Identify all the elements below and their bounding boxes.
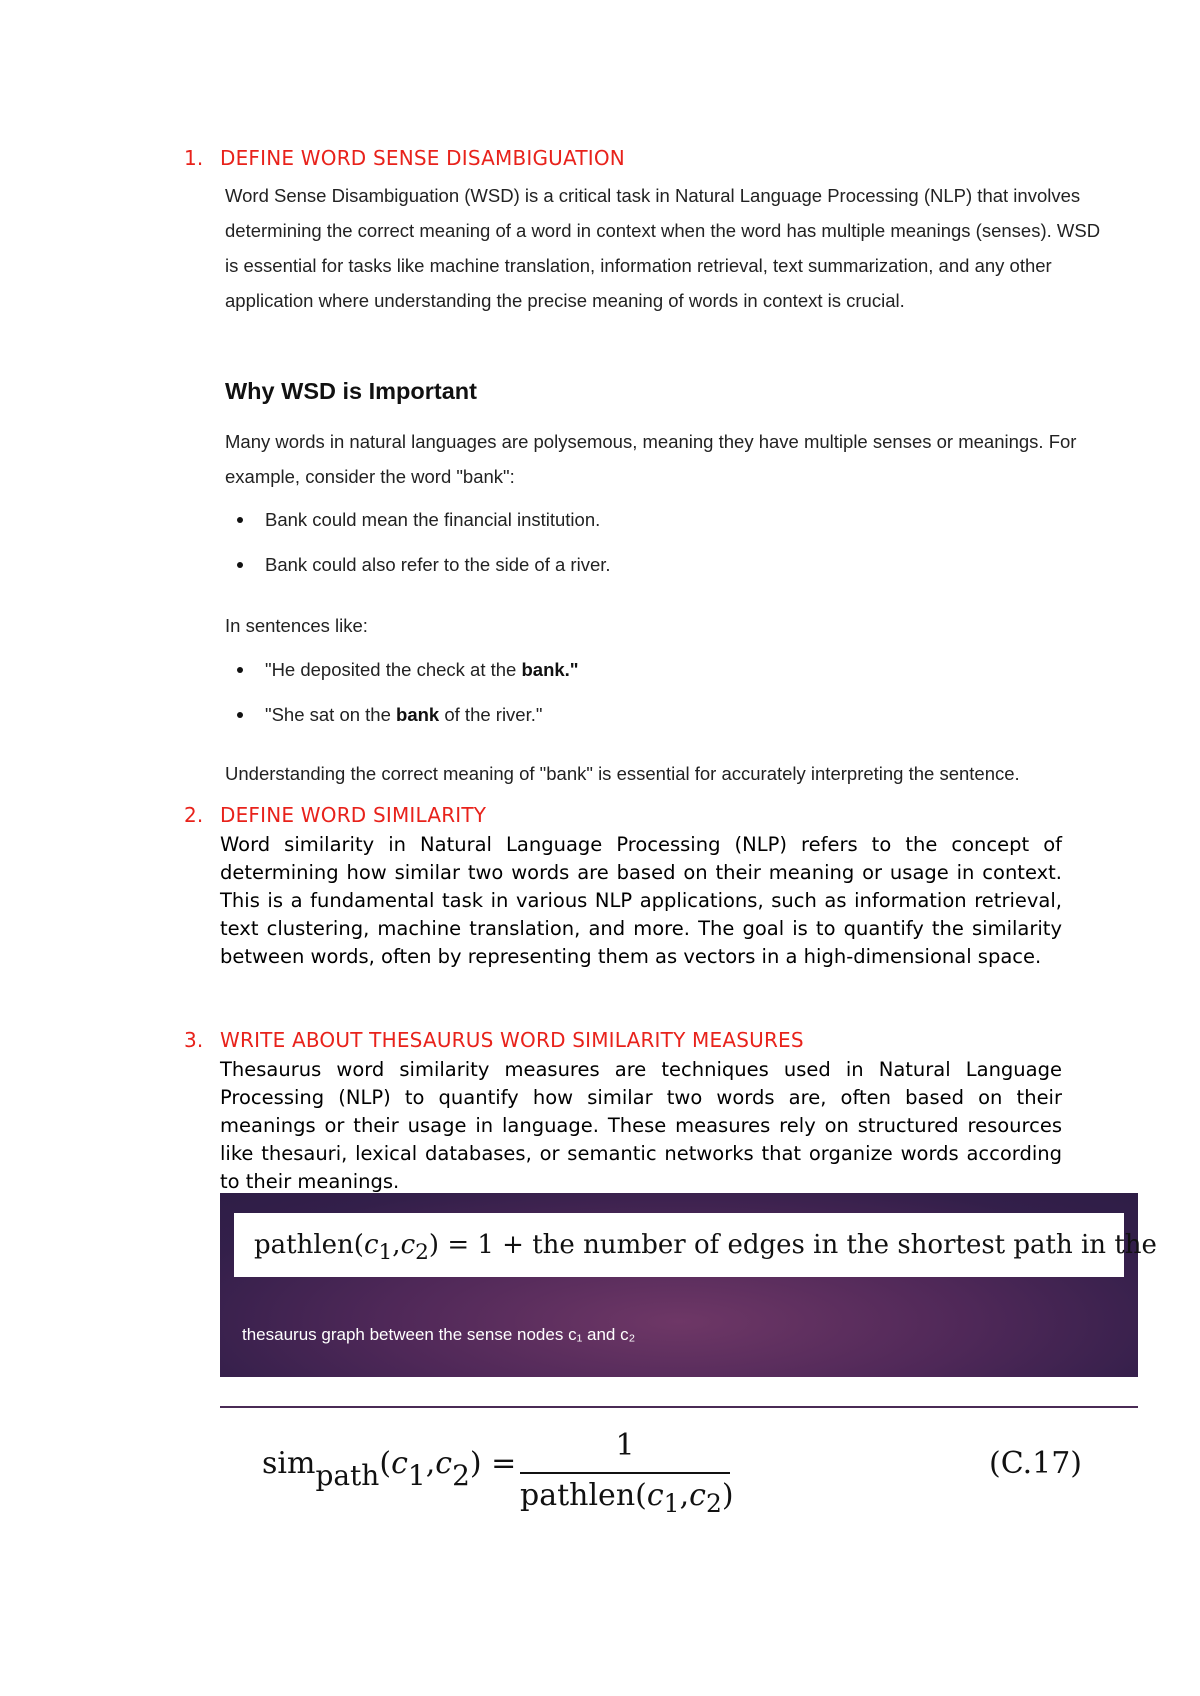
polysemy-paragraph: Many words in natural languages are polysemous, meaning they have multiple senses or meanings. For example, consider the word "bank": — [225, 431, 1077, 487]
sim-subscript: path — [315, 1459, 380, 1492]
sentence-1-text: "He deposited the check at the — [265, 659, 522, 680]
fraction-denominator: $pathlen(c_1,c_2)$ — [520, 1478, 734, 1518]
equation-lhs: $sim_{path}(c_1,c_2)$ = — [262, 1446, 517, 1492]
thesaurus-paragraph: Thesaurus word similarity measures are techniques used in Natural Language Processing (NLP) to quantify how similar two words are, often based on their meanings or their usage in language. These measures rely on structured resources like thesauri, lexical databases, or semantic networks that organize words according to their meanings. — [220, 1058, 1062, 1193]
c1-subscript: 1 — [378, 1240, 393, 1266]
c2-var: c — [400, 1230, 416, 1260]
sim-fn: sim — [262, 1446, 316, 1481]
fraction-numerator: 1 — [615, 1428, 635, 1463]
section-3-number: 3. — [184, 1028, 204, 1052]
divider — [220, 1406, 1138, 1408]
sim-path-equation — [262, 1428, 1082, 1518]
c1-var: c — [363, 1230, 379, 1260]
c2-subscript: 2 — [415, 1240, 429, 1266]
section-2-heading — [184, 803, 486, 827]
section-1-number: 1. — [184, 146, 204, 170]
section-1-title: DEFINE WORD SENSE DISAMBIGUATION — [220, 146, 625, 170]
word-similarity-paragraph: Word similarity in Natural Language Processing (NLP) refers to the concept of determining how similar two words are based on their meaning or usage in context. This is a fundamental task in various NLP applications, such as information retrieval, text clustering, machine translation, and more. The goal is to quantify the similarity between words, often by representing them as vectors in a high-dimensional space. — [220, 833, 1062, 968]
sentence-2-text: "She sat on the — [265, 704, 397, 725]
list-item: Bank could mean the financial institution. — [225, 497, 611, 542]
example-sentences-list — [225, 647, 579, 737]
c1-var: c — [391, 1446, 408, 1481]
list-item: Bank could also refer to the side of a river. — [225, 542, 611, 587]
section-2-title: DEFINE WORD SIMILARITY — [220, 803, 487, 827]
fraction-bar — [520, 1472, 730, 1474]
pathlen-definition-text: = 1 + the number of edges in the shortest path in the — [447, 1230, 1157, 1260]
c1-subscript: 1 — [663, 1489, 680, 1518]
banner-caption: thesaurus graph between the sense nodes c₁ and c₂ — [242, 1325, 636, 1344]
wsd-intro-paragraph: Word Sense Disambiguation (WSD) is a critical task in Natural Language Processing (NLP) that involves determining the correct meaning of a word in context when the word has multiple meanings (senses). WSD is essential for tasks like machine translation, information retrieval, text summarization, and any other application where understanding the precise meaning of words in context is crucial. — [225, 185, 1101, 311]
equation-number: (C.17) — [988, 1446, 1082, 1481]
c1-var: c — [646, 1478, 664, 1513]
sentence-2-bold: bank — [396, 704, 440, 725]
c2-subscript: 2 — [452, 1459, 470, 1492]
why-wsd-subheading: Why WSD is Important — [225, 378, 477, 404]
sentence-2-end: of the river." — [439, 704, 543, 725]
pathlen-fn: pathlen — [254, 1230, 354, 1260]
bank-conclusion: Understanding the correct meaning of "bank" is essential for accurately interpreting the sentence. — [225, 763, 1020, 784]
sentence-1-bold: bank." — [521, 659, 579, 680]
c2-subscript: 2 — [705, 1489, 722, 1518]
section-2-number: 2. — [184, 803, 204, 827]
pathlen-definition-image — [220, 1193, 1157, 1377]
c2-var: c — [435, 1446, 453, 1481]
pathlen-definition-box: $pathlen(c_1,c_2) = 1$ + the number of edges in the shortest path in the — [234, 1213, 1124, 1277]
c1-subscript: 1 — [407, 1459, 426, 1492]
list-item — [225, 647, 579, 692]
c2-var: c — [689, 1478, 706, 1513]
section-1-heading — [184, 146, 625, 170]
section-3-title: WRITE ABOUT THESAURUS WORD SIMILARITY MEASURES — [220, 1028, 804, 1052]
list-item — [225, 692, 579, 737]
section-3-heading — [184, 1028, 804, 1052]
equation-fraction — [520, 1428, 734, 1518]
pathlen-fn: pathlen — [520, 1478, 636, 1513]
bank-senses-list — [225, 497, 611, 587]
sentences-intro: In sentences like: — [225, 615, 368, 636]
